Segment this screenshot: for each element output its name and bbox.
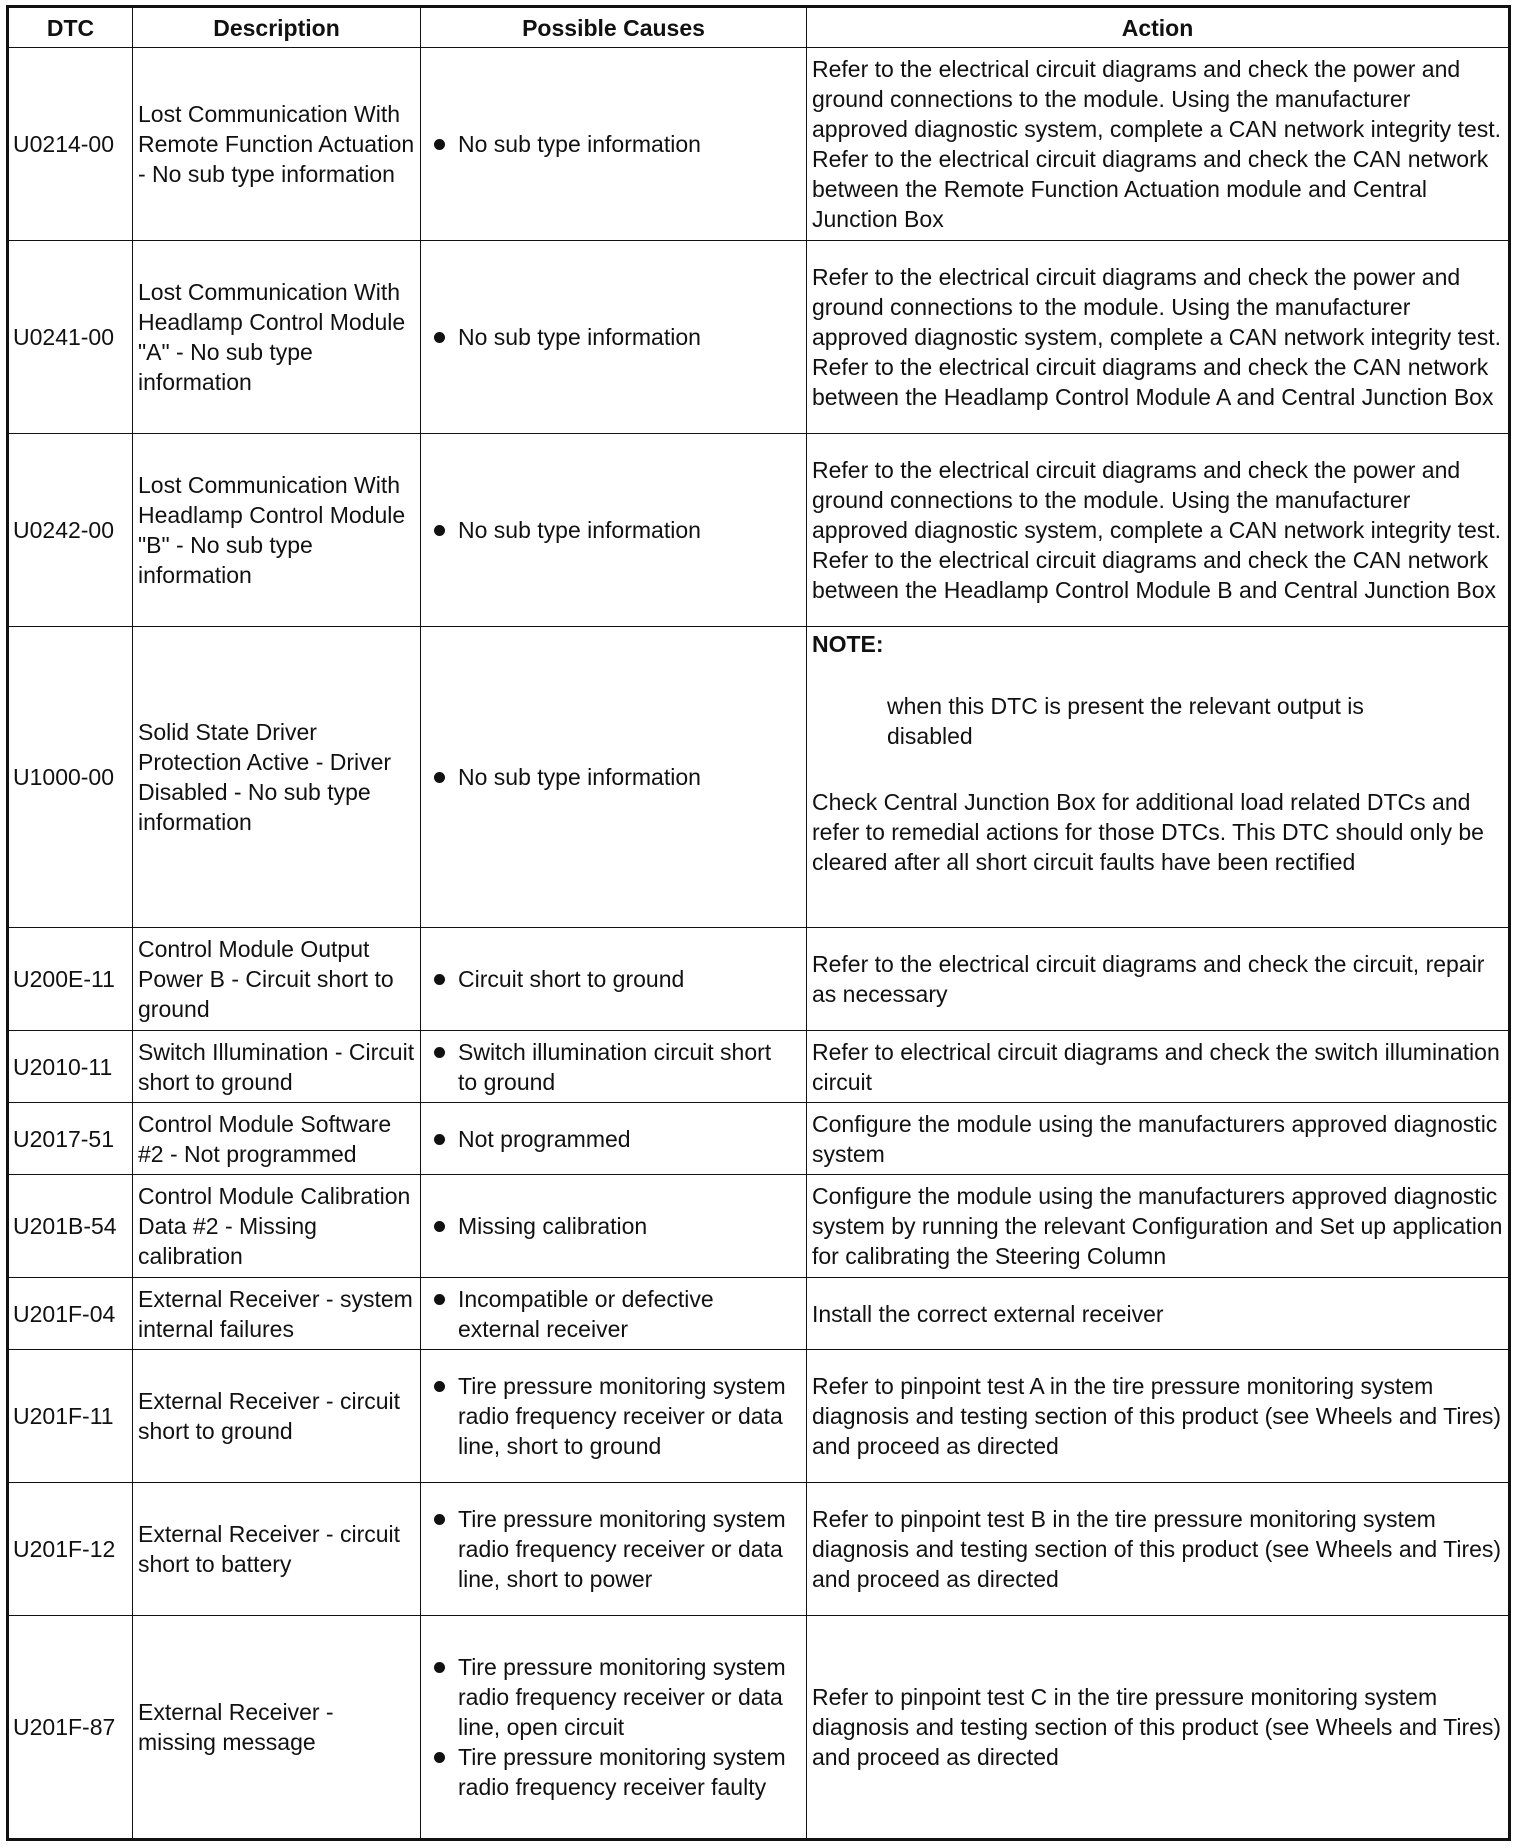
- note-label: NOTE:: [812, 631, 884, 657]
- dtc-action: Refer to the electrical circuit diagrams and check the power and ground connections to the module. Using the manufacturer approved diagnostic system, complete a CAN network integrity test. Refer to the electrical circuit diagrams and check the CAN network between the Headlamp Control Module A and Central Junction Box: [807, 241, 1510, 434]
- possible-causes: [421, 1175, 807, 1278]
- cause-item: No sub type information: [426, 322, 793, 352]
- table-row: [8, 1175, 1510, 1278]
- dtc-action: Refer to the electrical circuit diagrams and check the circuit, repair as necessary: [807, 928, 1510, 1031]
- dtc-description: External Receiver - missing message: [133, 1616, 421, 1840]
- dtc-code: U200E-11: [8, 928, 133, 1031]
- cause-item: Circuit short to ground: [426, 964, 793, 994]
- header-dtc: DTC: [8, 7, 133, 48]
- table-row: [8, 627, 1510, 928]
- header-row: [8, 7, 1510, 48]
- table-row: [8, 1278, 1510, 1350]
- dtc-code: U201F-11: [8, 1350, 133, 1483]
- table-row: [8, 1103, 1510, 1175]
- possible-causes: [421, 434, 807, 627]
- dtc-code: U2017-51: [8, 1103, 133, 1175]
- dtc-code: U0214-00: [8, 48, 133, 241]
- dtc-description: Lost Communication With Remote Function Actuation - No sub type information: [133, 48, 421, 241]
- table-row: [8, 434, 1510, 627]
- cause-item: Tire pressure monitoring system radio frequency receiver or data line, short to power: [426, 1504, 793, 1594]
- cause-item: Switch illumination circuit short to ground: [426, 1037, 793, 1097]
- dtc-action: Refer to pinpoint test A in the tire pressure monitoring system diagnosis and testing section of this product (see Wheels and Tires) and proceed as directed: [807, 1350, 1510, 1483]
- table-row: [8, 1350, 1510, 1483]
- dtc-code: U0242-00: [8, 434, 133, 627]
- dtc-action: Refer to the electrical circuit diagrams and check the power and ground connections to the module. Using the manufacturer approved diagnostic system, complete a CAN network integrity test. Refer to the electrical circuit diagrams and check the CAN network between the Headlamp Control Module B and Central Junction Box: [807, 434, 1510, 627]
- dtc-action: Install the correct external receiver: [807, 1278, 1510, 1350]
- dtc-code: U201F-87: [8, 1616, 133, 1840]
- dtc-description: External Receiver - circuit short to battery: [133, 1483, 421, 1616]
- table-row: [8, 1031, 1510, 1103]
- cause-item: Missing calibration: [426, 1211, 793, 1241]
- dtc-action: Configure the module using the manufacturers approved diagnostic system: [807, 1103, 1510, 1175]
- dtc-action: Refer to pinpoint test C in the tire pressure monitoring system diagnosis and testing section of this product (see Wheels and Tires) and proceed as directed: [807, 1616, 1510, 1840]
- note-action-text: Check Central Junction Box for additional load related DTCs and refer to remedial actions for those DTCs. This DTC should only be cleared after all short circuit faults have been rectified: [812, 789, 1484, 875]
- dtc-description: Control Module Output Power B - Circuit short to ground: [133, 928, 421, 1031]
- dtc-description: Control Module Software #2 - Not programmed: [133, 1103, 421, 1175]
- note-text: when this DTC is present the relevant output is disabled: [887, 693, 1364, 749]
- dtc-description: Control Module Calibration Data #2 - Missing calibration: [133, 1175, 421, 1278]
- cause-item: Incompatible or defective external receiver: [426, 1284, 793, 1344]
- cause-item: Tire pressure monitoring system radio frequency receiver faulty: [426, 1742, 793, 1802]
- table-row: [8, 928, 1510, 1031]
- cause-item: Not programmed: [426, 1124, 793, 1154]
- possible-causes: [421, 928, 807, 1031]
- dtc-code: U2010-11: [8, 1031, 133, 1103]
- header-possible-causes: Possible Causes: [421, 7, 807, 48]
- dtc-code: U1000-00: [8, 627, 133, 928]
- dtc-document: [6, 5, 1508, 1841]
- table-row: [8, 241, 1510, 434]
- cause-item: No sub type information: [426, 762, 793, 792]
- possible-causes: [421, 1278, 807, 1350]
- dtc-action: Refer to the electrical circuit diagrams and check the power and ground connections to the module. Using the manufacturer approved diagnostic system, complete a CAN network integrity test. Refer to the electrical circuit diagrams and check the CAN network between the Remote Function Actuation module and Central Junction Box: [807, 48, 1510, 241]
- dtc-code: U201F-04: [8, 1278, 133, 1350]
- dtc-description: External Receiver - circuit short to ground: [133, 1350, 421, 1483]
- possible-causes: [421, 1483, 807, 1616]
- dtc-description: Lost Communication With Headlamp Control Module "B" - No sub type information: [133, 434, 421, 627]
- possible-causes: [421, 1616, 807, 1840]
- dtc-description: Switch Illumination - Circuit short to ground: [133, 1031, 421, 1103]
- header-description: Description: [133, 7, 421, 48]
- cause-item: Tire pressure monitoring system radio frequency receiver or data line, short to ground: [426, 1371, 793, 1461]
- table-row: [8, 48, 1510, 241]
- possible-causes: [421, 1103, 807, 1175]
- dtc-description: External Receiver - system internal failures: [133, 1278, 421, 1350]
- dtc-code: U201F-12: [8, 1483, 133, 1616]
- dtc-code: U201B-54: [8, 1175, 133, 1278]
- header-action: Action: [807, 7, 1510, 48]
- dtc-action: Refer to electrical circuit diagrams and check the switch illumination circuit: [807, 1031, 1510, 1103]
- cause-item: No sub type information: [426, 515, 793, 545]
- dtc-description: Lost Communication With Headlamp Control Module "A" - No sub type information: [133, 241, 421, 434]
- cause-item: Tire pressure monitoring system radio frequency receiver or data line, open circuit: [426, 1652, 793, 1742]
- possible-causes: [421, 627, 807, 928]
- possible-causes: [421, 1350, 807, 1483]
- dtc-description: Solid State Driver Protection Active - Driver Disabled - No sub type information: [133, 627, 421, 928]
- dtc-action: Configure the module using the manufacturers approved diagnostic system by running the relevant Configuration and Set up application for calibrating the Steering Column: [807, 1175, 1510, 1278]
- dtc-table: [6, 5, 1511, 1841]
- possible-causes: [421, 1031, 807, 1103]
- possible-causes: [421, 48, 807, 241]
- table-row: [8, 1616, 1510, 1840]
- table-row: [8, 1483, 1510, 1616]
- dtc-code: U0241-00: [8, 241, 133, 434]
- dtc-action: Refer to pinpoint test B in the tire pressure monitoring system diagnosis and testing section of this product (see Wheels and Tires) and proceed as directed: [807, 1483, 1510, 1616]
- possible-causes: [421, 241, 807, 434]
- cause-item: No sub type information: [426, 129, 793, 159]
- dtc-action: [807, 627, 1510, 928]
